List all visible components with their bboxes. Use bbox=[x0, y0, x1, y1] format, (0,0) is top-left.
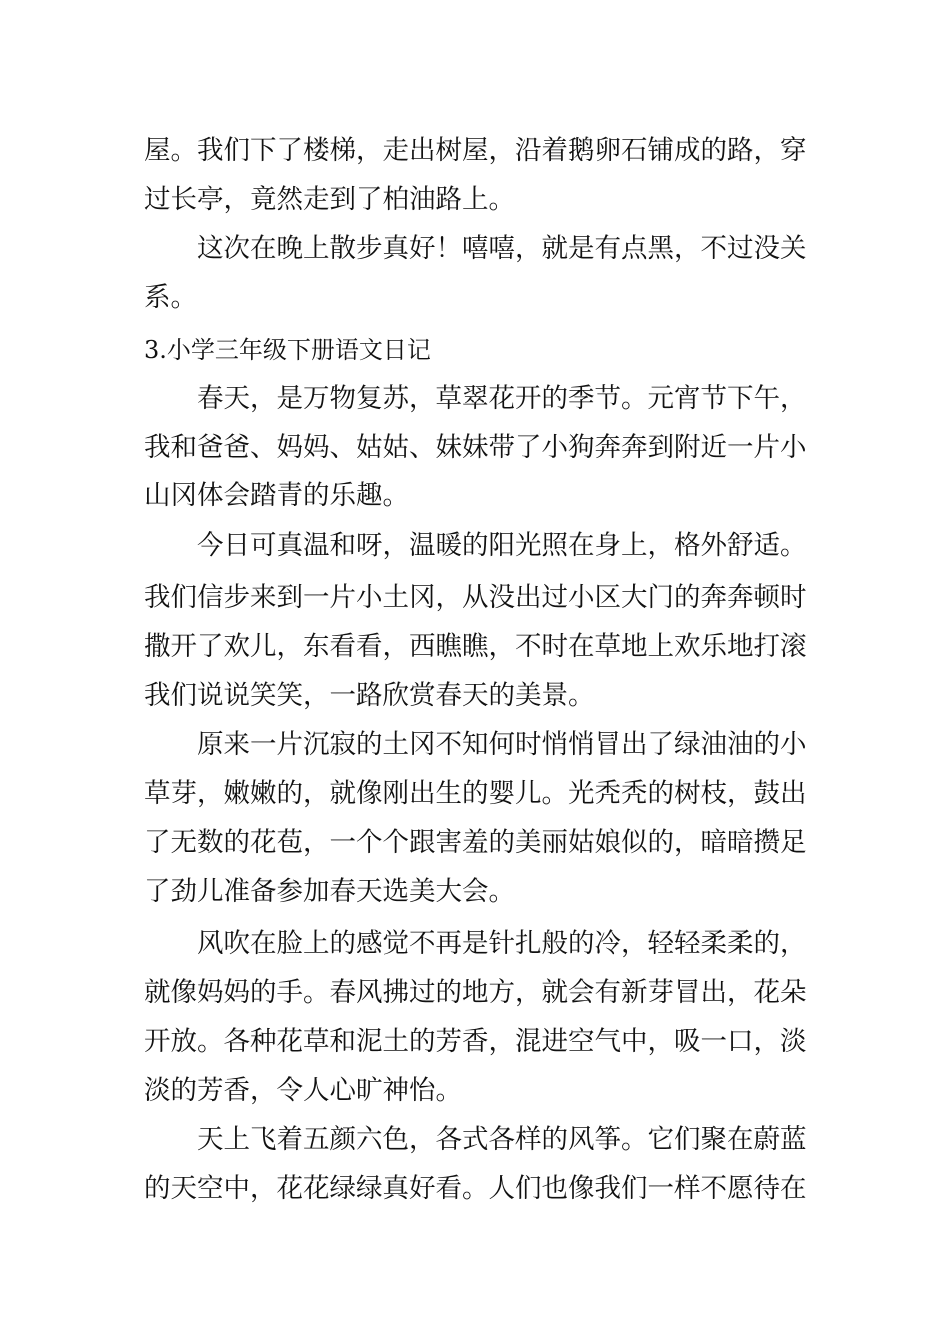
text-line: 我们说说笑笑，一路欣赏春天的美景。 bbox=[144, 680, 595, 711]
text-line: 了无数的花苞，一个个跟害羞的美丽姑娘似的，暗暗攒足 bbox=[144, 827, 807, 858]
text-line: 原来一片沉寂的土冈不知何时悄悄冒出了绿油油的小 bbox=[144, 729, 807, 760]
text-line: 今日可真温和呀，温暖的阳光照在身上，格外舒适。 bbox=[144, 530, 807, 561]
text-line: 撒开了欢儿，东看看，西瞧瞧，不时在草地上欢乐地打滚 bbox=[144, 631, 807, 662]
text-line: 这次在晚上散步真好！嘻嘻，就是有点黑，不过没关 bbox=[144, 233, 807, 264]
text-line: 系。 bbox=[144, 282, 197, 313]
text-line: 山冈体会踏青的乐趣。 bbox=[144, 480, 409, 511]
text-line: 我们信步来到一片小土冈，从没出过小区大门的奔奔顿时 bbox=[144, 582, 807, 613]
text-line: 我和爸爸、妈妈、姑姑、妹妹带了小狗奔奔到附近一片小 bbox=[144, 432, 807, 463]
text-line: 春天，是万物复苏，草翠花开的季节。元宵节下午， bbox=[144, 383, 807, 414]
text-line: 天上飞着五颜六色，各式各样的风筝。它们聚在蔚蓝 bbox=[144, 1124, 807, 1155]
text-line: 屋。我们下了楼梯，走出树屋，沿着鹅卵石铺成的路，穿 bbox=[144, 135, 807, 166]
text-line: 淡的芳香，令人心旷神怡。 bbox=[144, 1075, 462, 1106]
text-line: 就像妈妈的手。春风拂过的地方，就会有新芽冒出，花朵 bbox=[144, 977, 807, 1008]
text-line: 开放。各种花草和泥土的芳香，混进空气中，吸一口，淡 bbox=[144, 1026, 807, 1057]
text-line: 草芽，嫩嫩的，就像刚出生的婴儿。光秃秃的树枝，鼓出 bbox=[144, 778, 807, 809]
text-line: 过长亭，竟然走到了柏油路上。 bbox=[144, 184, 515, 215]
text-line: 风吹在脸上的感觉不再是针扎般的冷，轻轻柔柔的， bbox=[144, 928, 807, 959]
text-line: 了劲儿准备参加春天选美大会。 bbox=[144, 876, 515, 907]
section-heading: 3.小学三年级下册语文日记 bbox=[144, 336, 431, 364]
text-line: 的天空中，花花绿绿真好看。人们也像我们一样不愿待在 bbox=[144, 1173, 807, 1204]
